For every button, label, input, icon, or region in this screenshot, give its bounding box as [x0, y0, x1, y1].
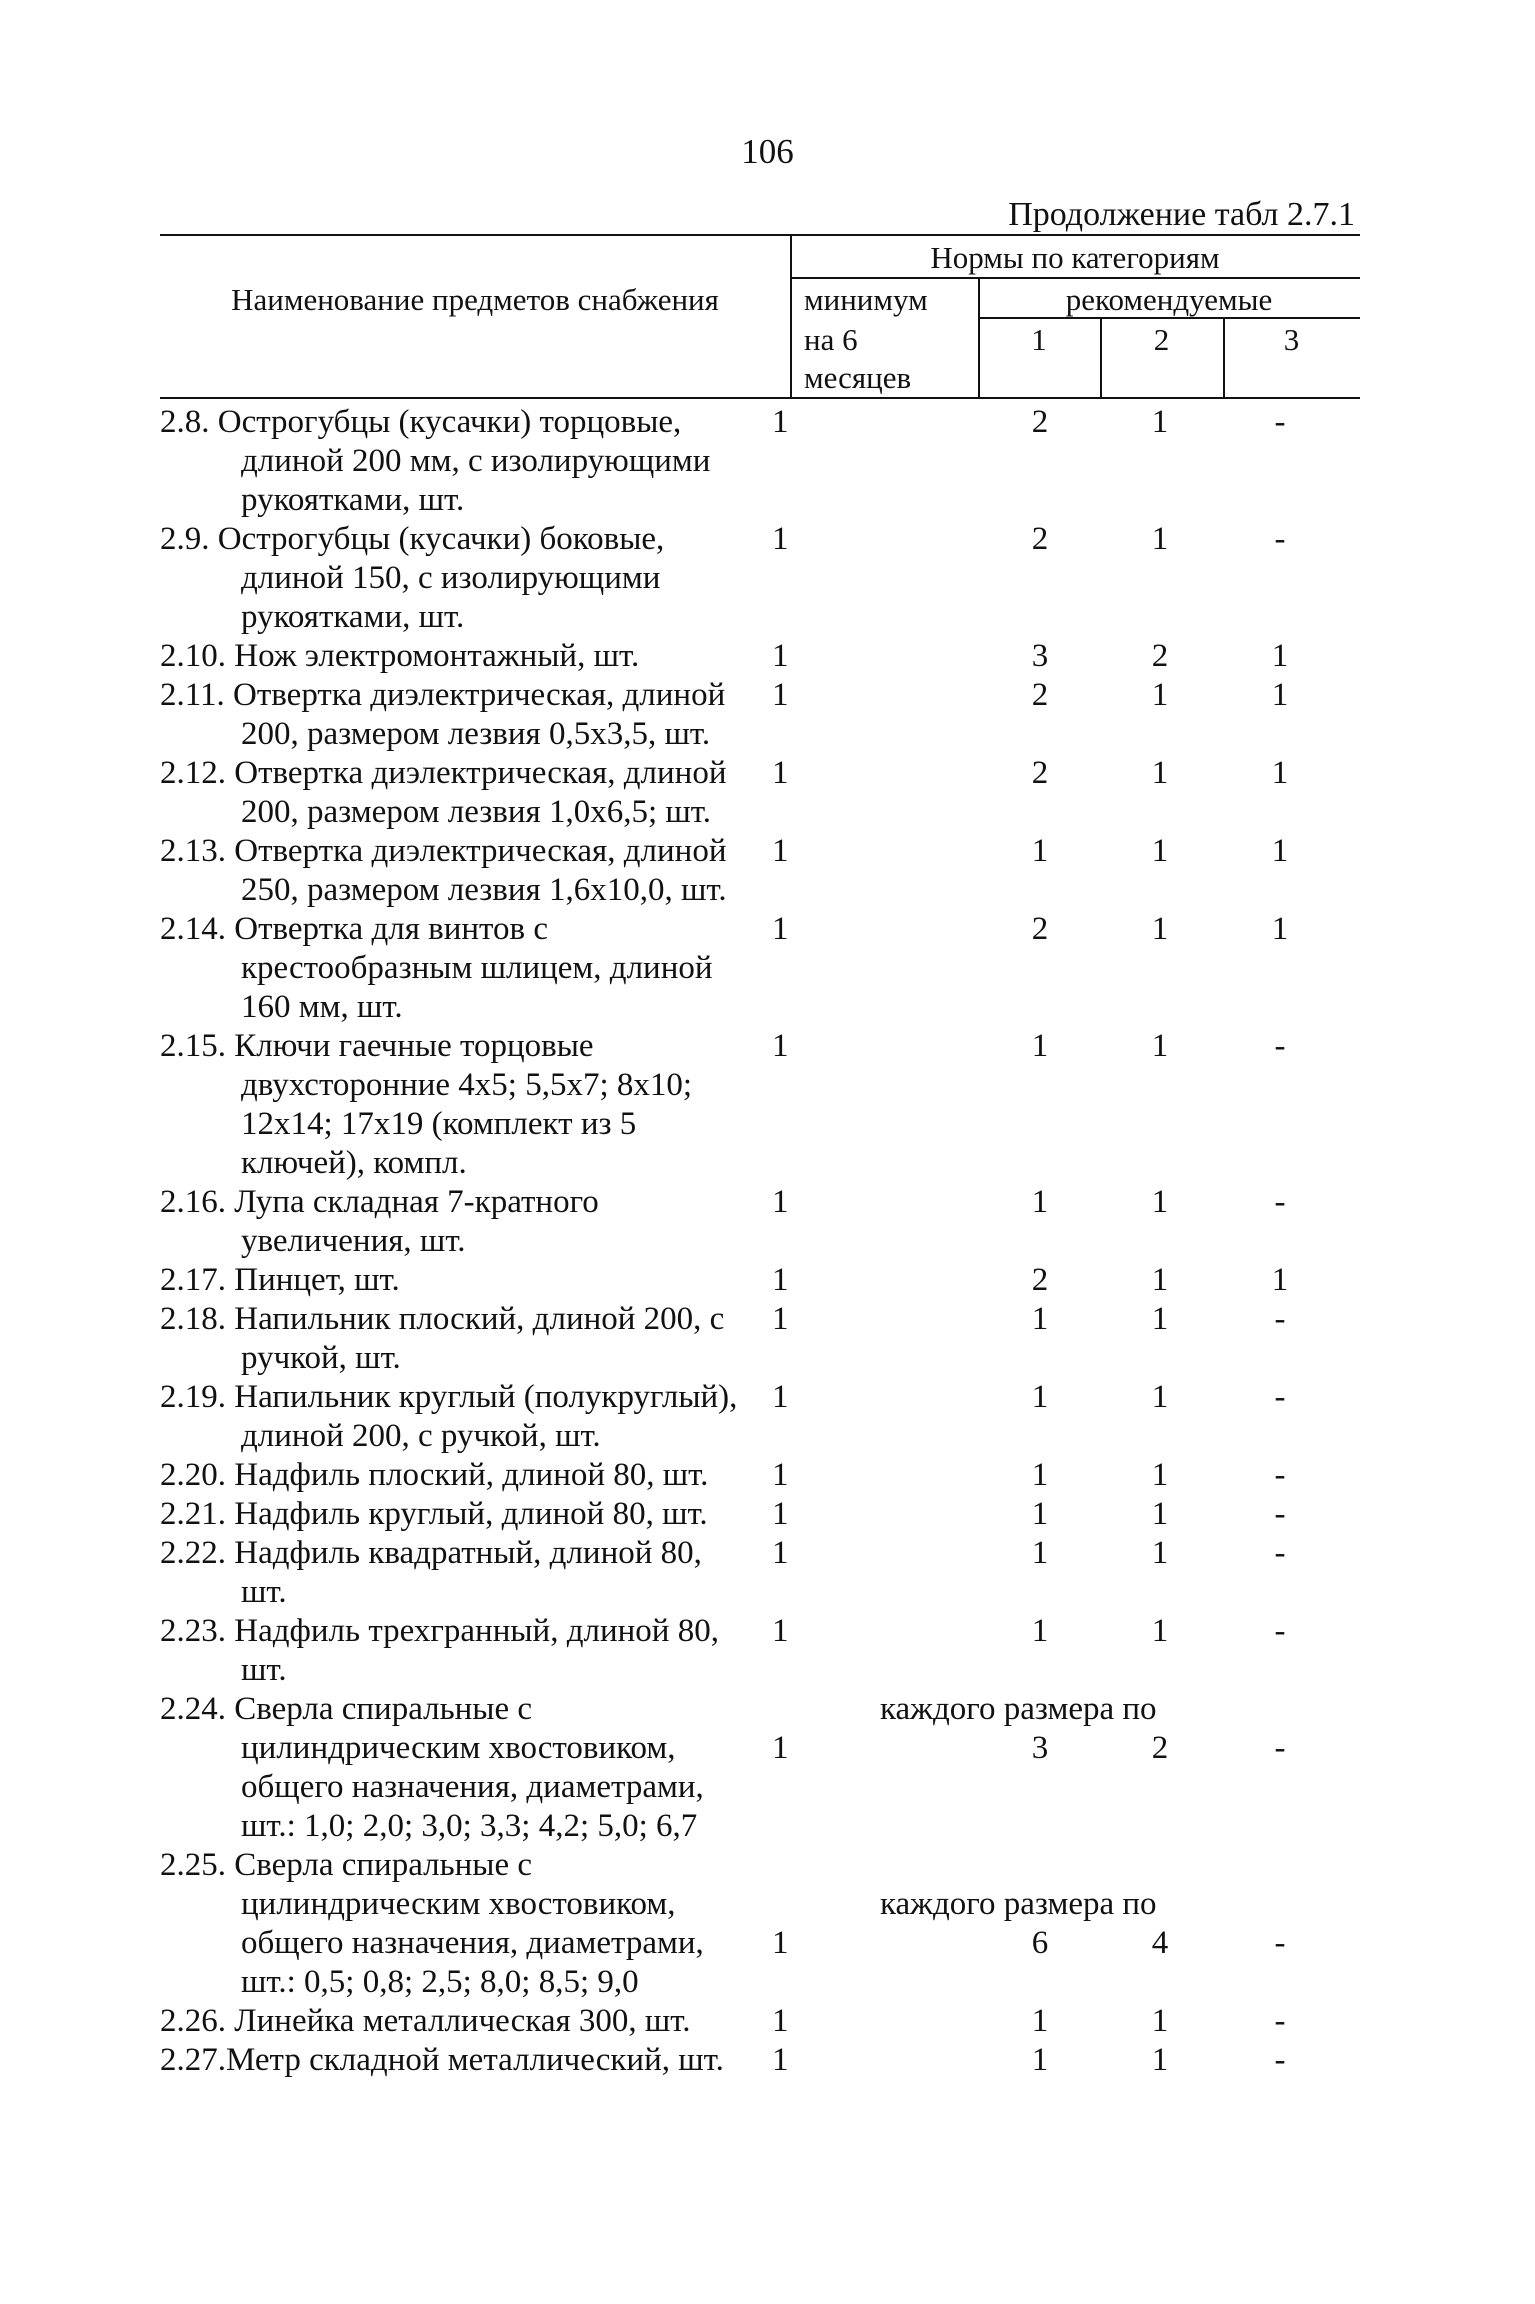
category-1-value: 2	[1031, 1262, 1049, 1298]
category-1-value: 1	[1031, 1379, 1049, 1415]
minimum-value: 1	[772, 677, 789, 713]
item-name-line: 12x14; 17x19 (комплект из 5	[241, 1106, 637, 1142]
category-2-value: 1	[1151, 1184, 1169, 1220]
item-name-line: 160 мм, шт.	[241, 989, 403, 1025]
table-row	[160, 754, 1340, 832]
category-1-value: 2	[1031, 911, 1049, 947]
category-1-value	[980, 1963, 1100, 2002]
category-2-value: 1	[1151, 1262, 1169, 1298]
table-row	[160, 2002, 1340, 2041]
category-1-value: 1	[1031, 2003, 1049, 2039]
table-continuation-caption: Продолжение табл 2.7.1	[1008, 196, 1355, 233]
table-row	[160, 1534, 1340, 1612]
header-minimum-line3: месяцев	[804, 360, 912, 395]
minimum-value: 1	[772, 2003, 789, 2039]
item-name-line: 200, размером лезвия 1,0x6,5; шт.	[241, 794, 711, 830]
item-name-line: шт.: 1,0; 2,0; 3,0; 3,3; 4,2; 5,0; 6,7	[241, 1808, 698, 1844]
item-name	[160, 1612, 760, 1690]
category-1-value: 6	[1031, 1925, 1049, 1961]
category-3-value: 1	[1271, 911, 1289, 947]
item-name-line: 2.16. Лупа складная 7-кратного	[160, 1184, 599, 1220]
item-name-line: цилиндрическим хвостовиком,	[241, 1730, 676, 1766]
item-name	[160, 1300, 760, 1378]
minimum-value: 1	[772, 1535, 789, 1571]
item-name-line: 2.17. Пинцет, шт.	[160, 1262, 400, 1298]
category-2-value: 1	[1151, 1613, 1169, 1649]
category-1-value: 1	[1031, 1496, 1049, 1532]
item-name	[160, 2041, 760, 2080]
item-name-line: 2.8. Острогубцы (кусачки) торцовые,	[160, 404, 682, 440]
minimum-value: 1	[772, 2042, 789, 2078]
category-2-value: 1	[1151, 1496, 1169, 1532]
header-bottom-rule	[160, 397, 1360, 399]
category-3-value: -	[1274, 1613, 1286, 1649]
category-2-value: 1	[1151, 1379, 1169, 1415]
category-1-value	[980, 1768, 1100, 1807]
category-3-value: 1	[1271, 1262, 1289, 1298]
item-name-line: 2.15. Ключи гаечные торцовые	[160, 1028, 594, 1064]
item-name-line: 2.13. Отвертка диэлектрическая, длиной	[160, 833, 727, 869]
header-category-3: 3	[1283, 322, 1300, 357]
table-row	[160, 637, 1340, 676]
category-2-value: 1	[1151, 1535, 1169, 1571]
category-3-value: 1	[1271, 833, 1289, 869]
item-name	[160, 403, 760, 520]
table-row	[160, 676, 1340, 754]
item-name-line: 2.18. Напильник плоский, длиной 200, с	[160, 1301, 725, 1337]
category-1-value: 2	[1031, 677, 1049, 713]
item-name-line: общего назначения, диаметрами,	[241, 1925, 704, 1961]
category-2-value: 1	[1151, 1301, 1169, 1337]
minimum-value: 1	[772, 1184, 789, 1220]
minimum-value: 1	[772, 911, 789, 947]
category-3-value	[1220, 1807, 1340, 1846]
category-3-value	[1220, 1768, 1340, 1807]
minimum-value: 1	[772, 521, 789, 557]
category-2-value: 2	[1151, 1730, 1169, 1766]
category-3-value: 1	[1271, 638, 1289, 674]
item-name-line: ключей), компл.	[241, 1145, 467, 1181]
category-3-value: -	[1274, 1925, 1286, 1961]
minimum-value: 1	[772, 755, 789, 791]
table-row	[160, 1261, 1340, 1300]
minimum-value: 1	[772, 1496, 789, 1532]
category-1-value: 1	[1031, 1457, 1049, 1493]
category-1-value: 1	[1031, 1613, 1049, 1649]
item-name-line: длиной 200 мм, с изолирующими	[241, 443, 711, 479]
category-1-value: 1	[1031, 1184, 1049, 1220]
table-row	[160, 403, 1340, 520]
category-3-value: -	[1274, 1496, 1286, 1532]
category-2-value	[1100, 1768, 1220, 1807]
category-2-value: 1	[1151, 833, 1169, 869]
table-row	[160, 1027, 1340, 1183]
category-3-value: -	[1274, 1457, 1286, 1493]
category-1-value: 3	[1031, 638, 1049, 674]
header-recommended: рекомендуемые	[1065, 282, 1273, 317]
minimum-value	[760, 1768, 980, 1807]
minimum-value: 1	[772, 1379, 789, 1415]
item-name-line: 2.26. Линейка металлическая 300, шт.	[160, 2003, 691, 2039]
minimum-value: 1	[772, 1925, 789, 1961]
item-name-line: двухсторонние 4x5; 5,5x7; 8x10;	[241, 1067, 693, 1103]
category-2-value: 1	[1151, 404, 1169, 440]
item-name-line: 2.27.Метр складной металлический, шт.	[160, 2042, 724, 2078]
category-2-value: 1	[1151, 1457, 1169, 1493]
category-2-value: 1	[1151, 677, 1169, 713]
item-name-line: общего назначения, диаметрами,	[241, 1769, 704, 1805]
category-3-value: 1	[1271, 677, 1289, 713]
minimum-value	[760, 1846, 980, 1885]
item-name	[160, 676, 760, 754]
category-3-value: -	[1274, 2042, 1286, 2078]
category-3-value	[1220, 1846, 1340, 1885]
item-name-line: увеличения, шт.	[241, 1223, 466, 1259]
item-name-line: рукоятками, шт.	[241, 482, 465, 518]
category-1-value: 3	[1031, 1730, 1049, 1766]
item-name-line: 2.9. Острогубцы (кусачки) боковые,	[160, 521, 665, 557]
minimum-value: 1	[772, 404, 789, 440]
item-name-line: 2.24. Сверла спиральные с	[160, 1691, 533, 1727]
item-name	[160, 1261, 760, 1300]
category-3-value: -	[1274, 1535, 1286, 1571]
category-3-value	[1220, 1963, 1340, 2002]
item-name	[160, 520, 760, 637]
header-norms: Нормы по категориям	[930, 240, 1220, 275]
category-2-value: 1	[1151, 2042, 1169, 2078]
item-name	[160, 754, 760, 832]
supply-items-table	[160, 403, 1340, 2080]
item-name-line: 2.22. Надфиль квадратный, длиной 80,	[160, 1535, 702, 1571]
item-name	[160, 1456, 760, 1495]
table-row	[160, 1612, 1340, 1690]
category-3-value: -	[1274, 1184, 1286, 1220]
item-name	[160, 1846, 760, 2002]
category-3-value: -	[1274, 404, 1286, 440]
category-1-value	[980, 1846, 1100, 1885]
category-3-value: -	[1274, 2003, 1286, 2039]
category-2-value: 1	[1151, 2003, 1169, 2039]
table-row	[160, 1846, 1340, 2002]
table-row	[160, 520, 1340, 637]
category-3-value: -	[1274, 1379, 1286, 1415]
header-name-column: Наименование предметов снабжения	[231, 282, 719, 317]
category-1-value: 1	[1031, 1028, 1049, 1064]
item-name	[160, 2002, 760, 2041]
minimum-value: 1	[772, 1457, 789, 1493]
item-name-line: 2.12. Отвертка диэлектрическая, длиной	[160, 755, 727, 791]
table-row	[160, 2041, 1340, 2080]
item-name	[160, 910, 760, 1027]
item-name	[160, 1690, 760, 1846]
minimum-value: 1	[772, 833, 789, 869]
minimum-value: 1	[772, 1262, 789, 1298]
item-name-line: 2.19. Напильник круглый (полукруглый),	[160, 1379, 738, 1415]
size-note: каждого размера по	[880, 1886, 1157, 1922]
header-top-rule	[160, 234, 1360, 236]
category-3-value: -	[1274, 1301, 1286, 1337]
table-row	[160, 1495, 1340, 1534]
table-row	[160, 1378, 1340, 1456]
item-name-line: рукоятками, шт.	[241, 599, 465, 635]
header-category-1: 1	[1031, 322, 1047, 357]
item-name	[160, 1027, 760, 1183]
category-2-value	[1100, 1807, 1220, 1846]
item-name-line: шт.: 0,5; 0,8; 2,5; 8,0; 8,5; 9,0	[241, 1964, 639, 2000]
minimum-value	[760, 1807, 980, 1846]
category-1-value: 1	[1031, 833, 1049, 869]
item-name-line: шт.	[241, 1574, 287, 1610]
category-1-value	[980, 1807, 1100, 1846]
category-2-value: 1	[1151, 1028, 1169, 1064]
item-name	[160, 1534, 760, 1612]
category-2-value: 1	[1151, 521, 1169, 557]
item-name-line: 2.23. Надфиль трехгранный, длиной 80,	[160, 1613, 719, 1649]
table-row	[160, 910, 1340, 1027]
item-name-line: 2.20. Надфиль плоский, длиной 80, шт.	[160, 1457, 709, 1493]
item-name-line: ручкой, шт.	[241, 1340, 401, 1376]
category-2-value: 4	[1151, 1925, 1169, 1961]
item-name-line: длиной 150, с изолирующими	[241, 560, 661, 596]
category-1-value: 1	[1031, 1535, 1049, 1571]
table-row	[160, 1300, 1340, 1378]
category-2-value: 2	[1151, 638, 1169, 674]
item-name	[160, 1183, 760, 1261]
header-minimum-line1: минимум	[804, 282, 928, 317]
item-name	[160, 637, 760, 676]
item-name-line: 2.25. Сверла спиральные с	[160, 1847, 533, 1883]
header-minimum-line2: на 6	[804, 322, 858, 357]
norms-divider-rule	[790, 277, 1360, 279]
category-3-value: 1	[1271, 755, 1289, 791]
item-name-line: 2.21. Надфиль круглый, длиной 80, шт.	[160, 1496, 708, 1532]
minimum-value: 1	[772, 1613, 789, 1649]
item-name-line: 200, размером лезвия 0,5x3,5, шт.	[241, 716, 711, 752]
item-name	[160, 832, 760, 910]
category-3-value: -	[1274, 1730, 1286, 1766]
item-name	[160, 1378, 760, 1456]
minimum-value: 1	[772, 638, 789, 674]
category-2-value: 1	[1151, 755, 1169, 791]
category-1-value: 1	[1031, 1301, 1049, 1337]
item-name-line: 2.10. Нож электромонтажный, шт.	[160, 638, 640, 674]
category-2-value	[1100, 1846, 1220, 1885]
page-number: 106	[741, 132, 794, 171]
item-name-line: шт.	[241, 1652, 287, 1688]
item-name-line: 250, размером лезвия 1,6x10,0, шт.	[241, 872, 727, 908]
table-row	[160, 1456, 1340, 1495]
minimum-value: 1	[772, 1730, 789, 1766]
minimum-value	[760, 1963, 980, 2002]
table-row	[160, 1183, 1340, 1261]
category-2-value: 1	[1151, 911, 1169, 947]
category-1-value: 2	[1031, 755, 1049, 791]
item-name-line: крестообразным шлицем, длиной	[241, 950, 713, 986]
category-2-value	[1100, 1963, 1220, 2002]
item-name-line: цилиндрическим хвостовиком,	[241, 1886, 676, 1922]
category-3-value: -	[1274, 521, 1286, 557]
category-1-value: 2	[1031, 404, 1049, 440]
table-row	[160, 832, 1340, 910]
item-name-line: 2.11. Отвертка диэлектрическая, длиной	[160, 677, 726, 713]
size-note: каждого размера по	[880, 1691, 1157, 1727]
minimum-value: 1	[772, 1301, 789, 1337]
category-3-value: -	[1274, 1028, 1286, 1064]
item-name-line: 2.14. Отвертка для винтов с	[160, 911, 549, 947]
category-1-value: 1	[1031, 2042, 1049, 2078]
item-name-line: длиной 200, с ручкой, шт.	[241, 1418, 601, 1454]
minimum-value: 1	[772, 1028, 789, 1064]
category-1-value: 2	[1031, 521, 1049, 557]
table-row	[160, 1690, 1340, 1846]
header-category-2: 2	[1153, 322, 1170, 357]
item-name	[160, 1495, 760, 1534]
